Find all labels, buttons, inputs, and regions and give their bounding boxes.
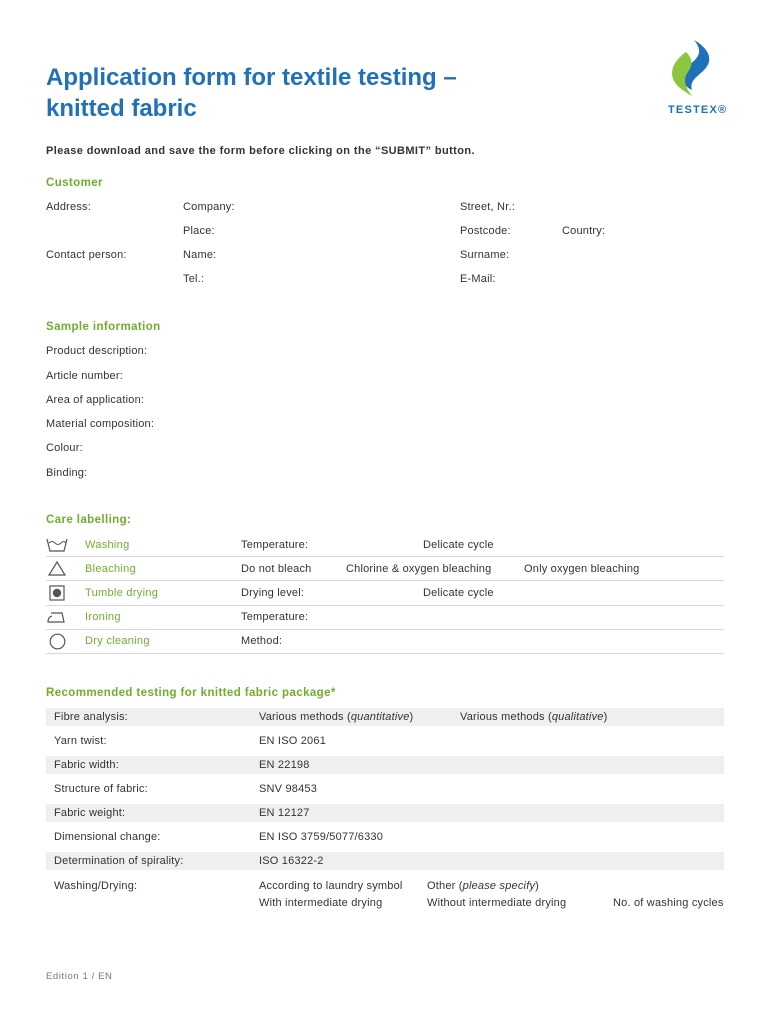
bleaching-triangle-icon xyxy=(48,561,66,576)
chlorine-oxygen-bleach-option[interactable]: Chlorine & oxygen bleaching xyxy=(346,563,492,575)
page-title-line2: knitted fabric xyxy=(46,95,197,122)
care-row-divider xyxy=(46,556,724,557)
fibre-analysis-label: Fibre analysis: xyxy=(54,711,128,723)
washing-drying-label: Washing/Drying: xyxy=(54,880,138,892)
without-intermediate-drying-option[interactable]: Without intermediate drying xyxy=(427,897,567,909)
testex-logo xyxy=(664,38,720,101)
dimensional-change-label: Dimensional change: xyxy=(54,831,161,843)
colour-field[interactable]: Colour: xyxy=(46,442,83,454)
washing-delicate-option[interactable]: Delicate cycle xyxy=(423,539,494,551)
structure-option[interactable]: SNV 98453 xyxy=(259,783,318,795)
sample-heading: Sample information xyxy=(46,321,161,333)
yarn-twist-option[interactable]: EN ISO 2061 xyxy=(259,735,327,747)
drying-level-field[interactable]: Drying level: xyxy=(241,587,305,599)
tumble-drying-icon xyxy=(49,585,65,601)
care-washing-label: Washing xyxy=(85,539,130,551)
fabric-width-label: Fabric width: xyxy=(54,759,119,771)
washing-temperature-field[interactable]: Temperature: xyxy=(241,539,309,551)
name-field[interactable]: Name: xyxy=(183,249,217,261)
only-oxygen-bleach-option[interactable]: Only oxygen bleaching xyxy=(524,563,640,575)
testing-heading: Recommended testing for knitted fabric package* xyxy=(46,687,336,699)
page-title-line1: Application form for textile testing – xyxy=(46,64,457,91)
care-row-divider xyxy=(46,629,724,630)
product-description-field[interactable]: Product description: xyxy=(46,345,148,357)
other-please-specify-option[interactable]: Other (please specify) xyxy=(427,880,540,892)
tel-field[interactable]: Tel.: xyxy=(183,273,205,285)
do-not-bleach-option[interactable]: Do not bleach xyxy=(241,563,312,575)
download-notice: Please download and save the form before clicking on the “SUBMIT” button. xyxy=(46,145,475,157)
contact-person-label: Contact person: xyxy=(46,249,127,261)
fibre-quantitative-option[interactable]: Various methods (quantitative) xyxy=(259,711,414,723)
care-row-divider xyxy=(46,580,724,581)
with-intermediate-drying-option[interactable]: With intermediate drying xyxy=(259,897,383,909)
washing-tub-icon xyxy=(46,538,68,552)
structure-label: Structure of fabric: xyxy=(54,783,148,795)
ironing-temperature-field[interactable]: Temperature: xyxy=(241,611,309,623)
fabric-weight-option[interactable]: EN 12127 xyxy=(259,807,310,819)
address-label: Address: xyxy=(46,201,92,213)
care-row-divider xyxy=(46,653,724,654)
care-dry-cleaning-label: Dry cleaning xyxy=(85,635,150,647)
logo-text: TESTEX® xyxy=(668,104,728,116)
company-field[interactable]: Company: xyxy=(183,201,235,213)
dry-cleaning-method-field[interactable]: Method: xyxy=(241,635,283,647)
testex-logo-icon xyxy=(664,38,720,98)
care-bleaching-label: Bleaching xyxy=(85,563,137,575)
spirality-option[interactable]: ISO 16322-2 xyxy=(259,855,324,867)
care-heading: Care labelling: xyxy=(46,514,132,526)
fabric-weight-label: Fabric weight: xyxy=(54,807,126,819)
yarn-twist-label: Yarn twist: xyxy=(54,735,107,747)
email-field[interactable]: E-Mail: xyxy=(460,273,496,285)
fibre-qualitative-option[interactable]: Various methods (qualitative) xyxy=(460,711,608,723)
edition-footer: Edition 1 / EN xyxy=(46,971,113,982)
place-field[interactable]: Place: xyxy=(183,225,215,237)
iron-icon xyxy=(47,610,67,624)
drying-delicate-option[interactable]: Delicate cycle xyxy=(423,587,494,599)
binding-field[interactable]: Binding: xyxy=(46,467,88,479)
street-field[interactable]: Street, Nr.: xyxy=(460,201,515,213)
washing-cycles-field[interactable]: No. of washing cycles xyxy=(613,897,724,909)
care-tumble-drying-label: Tumble drying xyxy=(85,587,159,599)
spirality-label: Determination of spirality: xyxy=(54,855,184,867)
country-field[interactable]: Country: xyxy=(562,225,606,237)
page-title xyxy=(46,62,457,124)
material-composition-field[interactable]: Material composition: xyxy=(46,418,155,430)
customer-heading: Customer xyxy=(46,177,103,189)
dimensional-change-option[interactable]: EN ISO 3759/5077/6330 xyxy=(259,831,384,843)
dry-cleaning-circle-icon xyxy=(49,633,66,650)
care-row-divider xyxy=(46,605,724,606)
fabric-width-option[interactable]: EN 22198 xyxy=(259,759,310,771)
row-shading xyxy=(46,756,724,774)
area-of-application-field[interactable]: Area of application: xyxy=(46,394,145,406)
surname-field[interactable]: Surname: xyxy=(460,249,510,261)
article-number-field[interactable]: Article number: xyxy=(46,370,123,382)
according-laundry-symbol-option[interactable]: According to laundry symbol xyxy=(259,880,403,892)
care-ironing-label: Ironing xyxy=(85,611,121,623)
postcode-field[interactable]: Postcode: xyxy=(460,225,511,237)
row-shading xyxy=(46,804,724,822)
